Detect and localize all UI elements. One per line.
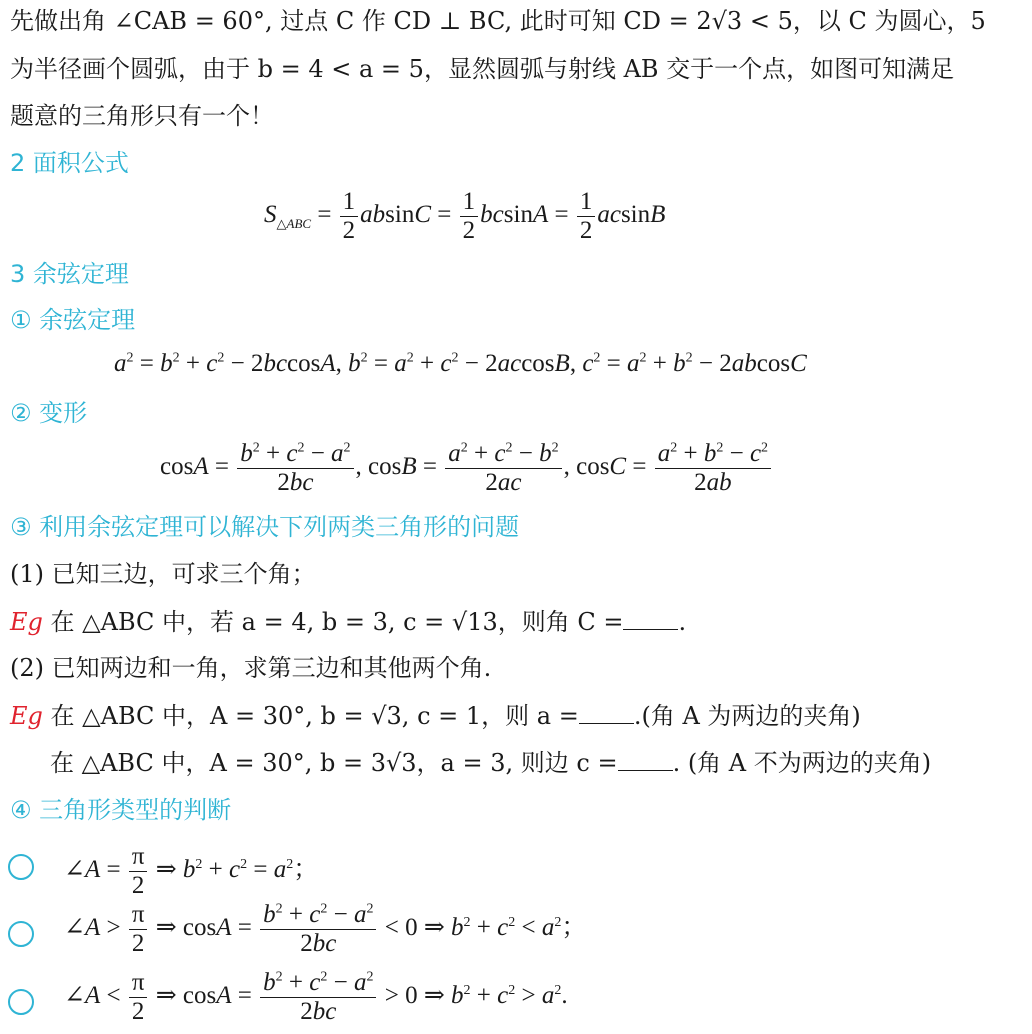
eg-label: Eg <box>10 702 43 730</box>
right-triangle-rule: ∠A = $\frac{\pi}{2}$ ⇒ $b^2 + c^2 = a^2$； <box>64 843 319 899</box>
intro-line-2: 为半径画个圆弧，由于 b = 4 < a = 5，显然圆弧与射线 AB 交于一个点，如图可知满足 <box>10 55 955 83</box>
area-formula: $S_{\triangle ABC}$ = $\frac{1}{2}$ absinC = $\frac{1}{2}$ bcsinA = $\frac{1}{2}$ acsinB <box>264 188 666 244</box>
cosine-variant-formula: cosA = $\frac{b^2 + c^2 - a^2}{2bc}$ , cosB = $\frac{a^2 + c^2 - b^2}{2ac}$ , cosC = $\frac{a^2 + b^2 - c^2}{2ab}$ <box>160 440 773 497</box>
example-1: Eg 在 △ABC 中，若 a = 4, b = 3, c = √13，则角 C = . <box>10 608 687 636</box>
bullet-circle-icon <box>8 921 34 947</box>
answer-blank <box>623 609 678 630</box>
obtuse-triangle-rule: ∠A > $\frac{\pi}{2}$ ⇒ cosA = $\frac{b^2 + c^2 - a^2}{2bc}$ < 0 ⇒ $b^2 + c^2 < a^2$； <box>64 901 587 957</box>
answer-blank <box>579 703 634 724</box>
example-3-text: 在 △ABC 中，A = 30°, b = 3√3，a = 3, 则边 c = <box>50 749 618 777</box>
intro-line-3: 题意的三角形只有一个！ <box>10 102 274 130</box>
bullet-circle-icon <box>8 989 34 1015</box>
case-2-text: (2) 已知两边和一角，求第三边和其他两个角. <box>10 654 492 682</box>
example-2-text: 在 △ABC 中，A = 30°, b = √3, c = 1，则 a = <box>50 702 579 730</box>
subsection-1-title: ① 余弦定理 <box>10 306 136 334</box>
subsection-4-title: ④ 三角形类型的判断 <box>10 796 232 824</box>
example-2-note: .(角 A 为两边的夹角) <box>633 702 861 730</box>
example-3 <box>50 746 931 780</box>
section-3-title: 3 余弦定理 <box>10 260 129 288</box>
eg-label: Eg <box>10 608 43 636</box>
answer-blank <box>618 750 673 771</box>
case-1-text: (1) 已知三边，可求三个角； <box>10 560 316 588</box>
intro-line-1: 先做出角 ∠CAB = 60°, 过点 C 作 CD ⊥ BC, 此时可知 CD = 2√3 < 5，以 C 为圆心，5 <box>10 7 986 35</box>
bullet-circle-icon <box>8 854 34 880</box>
example-3-note: . (角 A 不为两边的夹角) <box>672 749 932 777</box>
subsection-2-title: ② 变形 <box>10 399 88 427</box>
cosine-law-formula: $a^2 = b^2 + c^2 - 2bccosA$, $b^2 = a^2 + c^2 - 2accosB$, $c^2 = a^2 + b^2 - 2abcosC$ <box>114 350 807 377</box>
subsection-3-title: ③ 利用余弦定理可以解决下列两类三角形的问题 <box>10 513 520 541</box>
example-1-text: 在 △ABC 中，若 a = 4, b = 3, c = √13，则角 C = <box>50 608 624 636</box>
acute-angle-rule: ∠A < $\frac{\pi}{2}$ ⇒ cosA = $\frac{b^2 + c^2 - a^2}{2bc}$ > 0 ⇒ $b^2 + c^2 > a^2$. <box>64 969 568 1025</box>
example-2 <box>10 699 861 733</box>
section-2-title: 2 面积公式 <box>10 149 129 177</box>
